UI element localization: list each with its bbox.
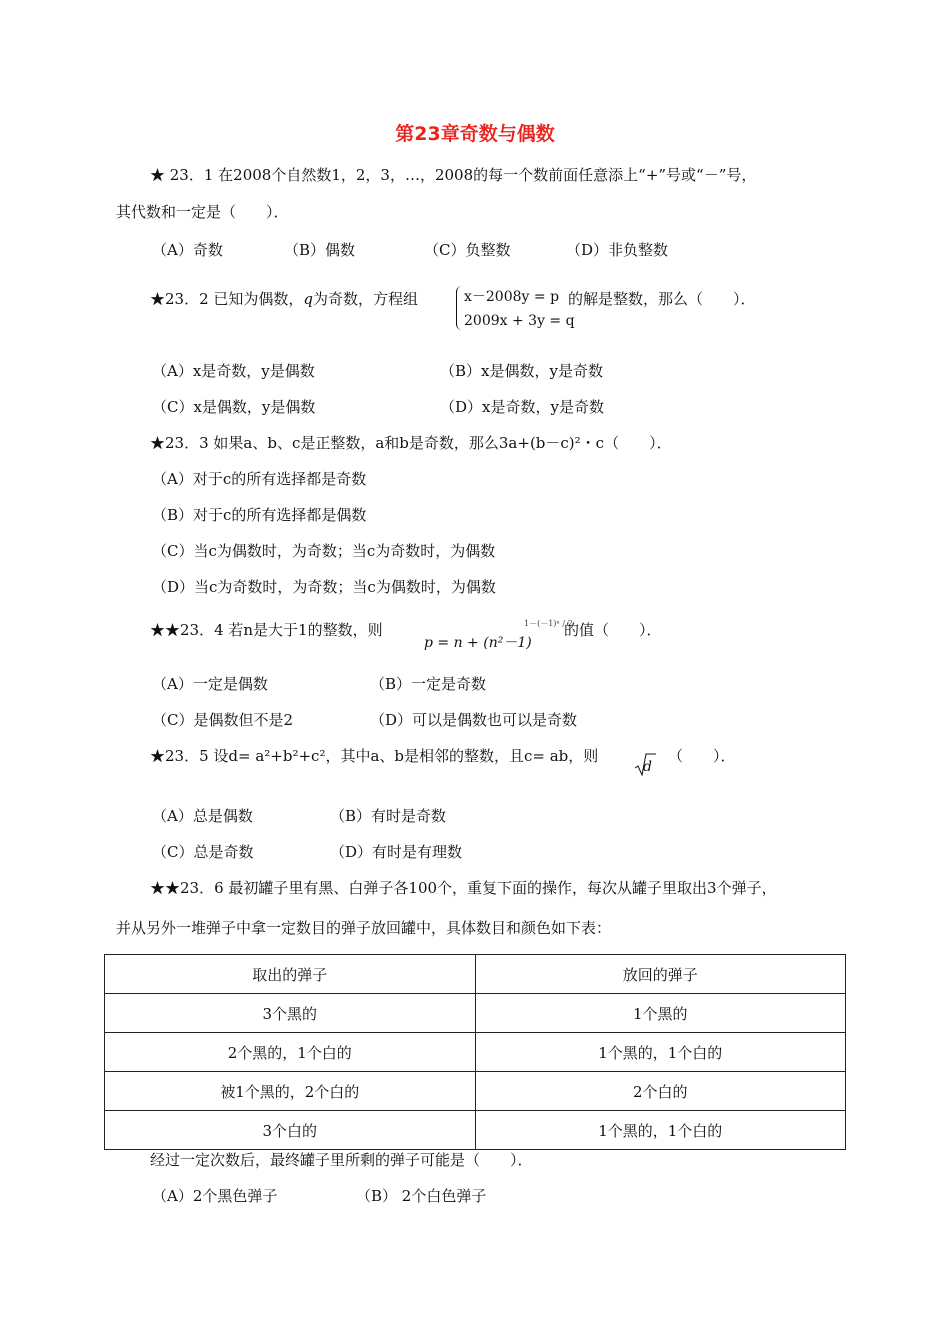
table-row [105, 1033, 846, 1072]
q6-after: 经过一定次数后，最终罐子里所剩的弹子可能是（ ）． [150, 1151, 533, 1169]
q5-suffix: （ ）． [668, 747, 736, 765]
q5-option-b: （B）有时是奇数 [330, 807, 447, 825]
q3-stem: ★23．3 如果a、b、c是正整数，a和b是奇数，那么3a+(b－c)²・c（ ）． [150, 434, 672, 452]
table-row [105, 994, 846, 1033]
q2-option-d: （D）x是奇数，y是奇数 [440, 398, 604, 416]
q6-option-b: （B） 2个白色弹子 [356, 1187, 487, 1205]
q4-option-d: （D）可以是偶数也可以是奇数 [370, 711, 578, 729]
q1-option-a: （A）奇数 [152, 241, 223, 259]
table-cell: 3个白的 [105, 1111, 476, 1150]
q1-line2: 其代数和一定是（ ）． [116, 203, 289, 221]
table-header-returned: 放回的弹子 [475, 955, 846, 994]
q1-line1: ★ 23．1 在2008个自然数1，2，3，…，2008的每一个数前面任意添上“+”号或“－”号， [150, 166, 757, 184]
q4-suffix: 的值（ ）． [564, 621, 662, 639]
q3-option-a: （A）对于c的所有选择都是奇数 [152, 470, 367, 488]
table-cell: 1个黑的 [475, 994, 846, 1033]
q3-option-d: （D）当c为奇数时，为奇数；当c为偶数时，为偶数 [152, 578, 496, 596]
q4-option-b: （B）一定是奇数 [370, 675, 487, 693]
q2-mid: 为奇数，方程组 [313, 290, 419, 308]
q6-line2: 并从另外一堆弹子中拿一定数目的弹子放回罐中，具体数目和颜色如下表： [116, 919, 612, 937]
table-cell: 2个黑的，1个白的 [105, 1033, 476, 1072]
q4-prefix: ★★23．4 若n是大于1的整数，则 [150, 621, 383, 639]
q4-exponent: 1－(－1)ⁿ / 2 [524, 619, 573, 628]
q2-stem [150, 289, 418, 309]
q6-line1: ★★23．6 最初罐子里有黑、白弹子各100个，重复下面的操作，每次从罐子里取出3个弹子， [150, 879, 777, 897]
table-cell: 1个黑的，1个白的 [475, 1033, 846, 1072]
q2-equation-2: 2009x + 3y = q [464, 313, 575, 329]
q5-option-d: （D）有时是有理数 [330, 843, 463, 861]
table-row [105, 1072, 846, 1111]
q3-option-b: （B）对于c的所有选择都是偶数 [152, 506, 367, 524]
page-title: 第23章奇数与偶数 [395, 123, 555, 145]
table-cell: 2个白的 [475, 1072, 846, 1111]
table-cell: 被1个黑的，2个白的 [105, 1072, 476, 1111]
q2-prefix: ★23．2 已知为偶数， [150, 290, 304, 308]
q4-option-c: （C）是偶数但不是2 [152, 711, 294, 729]
q2-suffix: 的解是整数，那么（ ）． [568, 290, 756, 308]
q2-option-c: （C）x是偶数，y是偶数 [152, 398, 316, 416]
q2-option-a: （A）x是奇数，y是偶数 [152, 362, 315, 380]
q2-q-var: q [303, 290, 314, 308]
table-header-taken: 取出的弹子 [105, 955, 476, 994]
table-header-row [105, 955, 846, 994]
q3-option-c: （C）当c为偶数时，为奇数；当c为奇数时，为偶数 [152, 542, 496, 560]
table-cell: 1个黑的，1个白的 [475, 1111, 846, 1150]
q4-option-a: （A）一定是偶数 [152, 675, 268, 693]
q1-option-b: （B）偶数 [284, 241, 356, 259]
q5-option-c: （C）总是奇数 [152, 843, 254, 861]
q6-option-a: （A）2个黑色弹子 [152, 1187, 278, 1205]
marbles-table [104, 954, 846, 1150]
table-cell: 3个黑的 [105, 994, 476, 1033]
q2-equation-1: x－2008y = p [464, 289, 560, 305]
q2-option-b: （B）x是偶数，y是奇数 [440, 362, 603, 380]
q1-option-c: （C）负整数 [424, 241, 511, 259]
q5-option-a: （A）总是偶数 [152, 807, 253, 825]
q4-formula: p = n + (n²－1) [424, 635, 532, 651]
table-row [105, 1111, 846, 1150]
q1-option-d: （D）非负整数 [566, 241, 669, 259]
q5-stem: ★23．5 设d= a²+b²+c²，其中a、b是相邻的整数，且c= ab，则 [150, 747, 599, 765]
equation-brace [456, 286, 463, 330]
q5-sqrt-var: d [643, 759, 652, 775]
